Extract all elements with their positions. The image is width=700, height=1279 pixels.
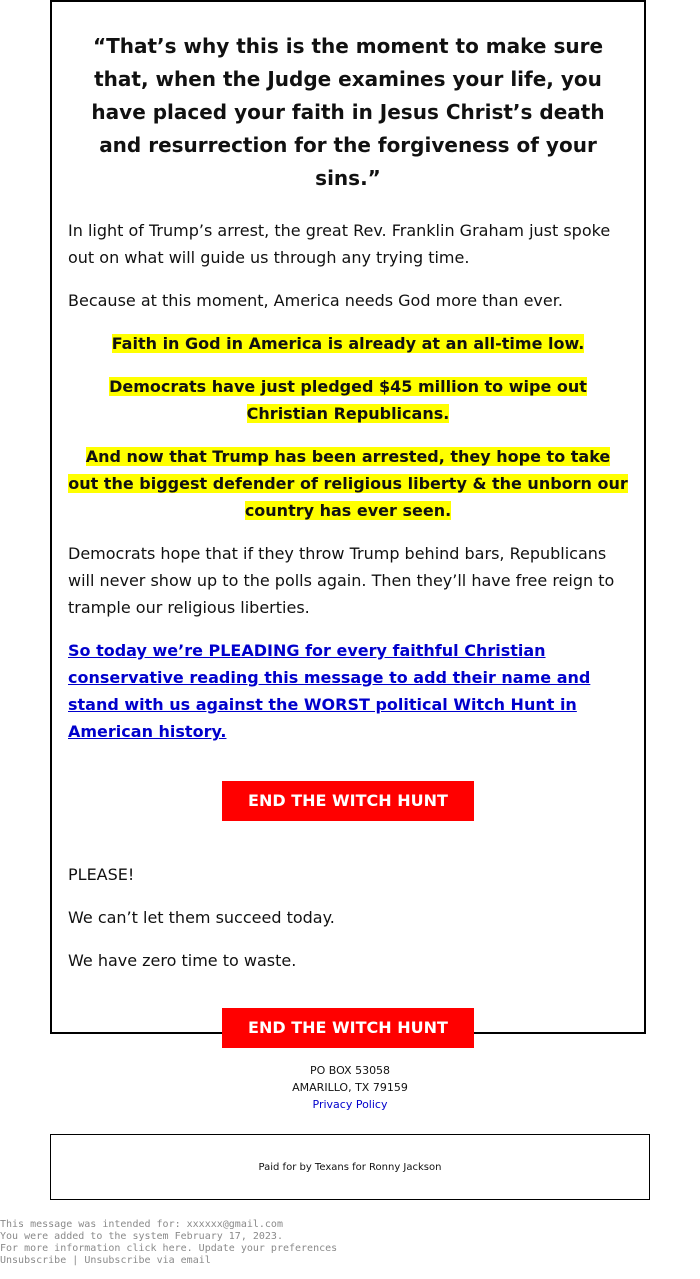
petition-link[interactable]: So today we’re PLEADING for every faithful Christian conservative reading this message to add their name and stand with us against the WORST political Witch Hunt in American history. [68, 641, 591, 741]
email-card [50, 0, 646, 1037]
unsubscribe-link[interactable]: Unsubscribe [0, 1255, 67, 1266]
footer-address [0, 1062, 700, 1113]
email-meta-footer [0, 1219, 337, 1267]
meta-recipient: This message was intended for: xxxxxx@gmail.com [0, 1219, 283, 1230]
address-line: PO BOX 53058 [309, 1064, 391, 1077]
button-row [68, 1008, 628, 1048]
intro-paragraph: In light of Trump’s arrest, the great Rev. Franklin Graham just spoke out on what will guide us through any trying time. [68, 221, 611, 267]
headline-quote: “That’s why this is the moment to make sure that, when the Judge examines your life, you have placed your faith in Jesus Christ’s death and resurrection for the forgiveness of your sins.” [91, 34, 605, 190]
meta-added-date: You were added to the system February 17, 2023. [0, 1231, 283, 1242]
intro-paragraph: Because at this moment, America needs God more than ever. [68, 291, 563, 310]
unsubscribe-email-link[interactable]: Unsubscribe via email [84, 1255, 211, 1266]
highlight-text: Faith in God in America is already at an all-time low. [111, 334, 585, 353]
highlight-block [68, 373, 628, 427]
end-witch-hunt-button[interactable]: END THE WITCH HUNT [222, 781, 474, 821]
meta-preferences-link[interactable]: For more information click here. Update your preferences [0, 1243, 338, 1254]
highlight-block [68, 443, 628, 524]
closing-line: We can’t let them succeed today. [68, 908, 335, 927]
closing-line: We have zero time to waste. [68, 951, 297, 970]
highlight-text: And now that Trump has been arrested, they hope to take out the biggest defender of religious liberty & the unborn our country has ever seen. [68, 447, 628, 520]
meta-separator: | [72, 1255, 79, 1266]
closing-line: PLEASE! [68, 865, 135, 884]
highlight-block [68, 330, 628, 357]
body-paragraph: Democrats hope that if they throw Trump behind bars, Republicans will never show up to the polls again. Then they’ll have free reign to trample our religious liberties. [68, 544, 615, 617]
paid-for-text: Paid for by Texans for Ronny Jackson [258, 1161, 442, 1173]
button-row [68, 781, 628, 821]
highlight-text: Democrats have just pledged $45 million to wipe out Christian Republicans. [109, 377, 587, 423]
address-line: AMARILLO, TX 79159 [292, 1081, 408, 1094]
paid-for-disclaimer [50, 1134, 650, 1200]
privacy-policy-link[interactable]: Privacy Policy [312, 1098, 388, 1111]
end-witch-hunt-button[interactable]: END THE WITCH HUNT [222, 1008, 474, 1048]
